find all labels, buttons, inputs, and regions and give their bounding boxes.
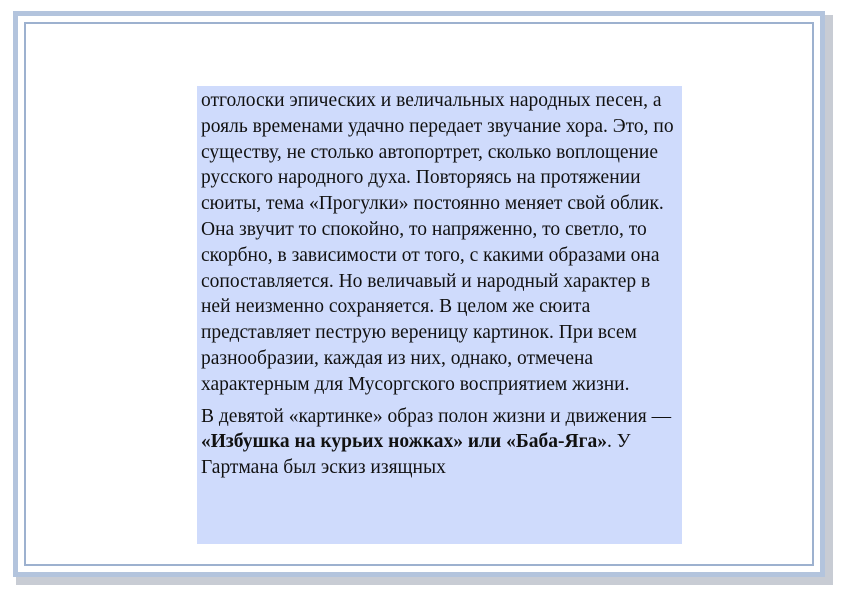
paragraph-2-continuation: . У Гартмана был эскиз изящных bbox=[201, 431, 631, 479]
paragraph-1: отголоски эпических и величальных народных песен, а рояль временами удачно передает звучание хора. Это, по существу, не столько автопортрет, сколько воплощение русского народного духа. Повторяясь на протяжении сюиты, тема «Прогулки» постоянно меняет свой облик. Она звучит то спокойно, то напряженно, то светло, то скорбно, в зависимости от того, с какими образами она сопоставляется. Но величавый и народный характер в ней неизменно сохраняется. В целом же сюита представляет пеструю вереницу картинок. При всем разнообразии, каждая из них, однако, отмечена характерным для Мусоргского восприятием жизни. bbox=[201, 90, 674, 395]
paragraph-2-intro: В девятой «картинке» образ полон жизни и движения — bbox=[201, 405, 672, 427]
paragraph-2 bbox=[201, 404, 679, 481]
text-box bbox=[197, 86, 682, 544]
piece-title: «Избушка на курьих ножках» или «Баба-Яга» bbox=[201, 431, 607, 453]
